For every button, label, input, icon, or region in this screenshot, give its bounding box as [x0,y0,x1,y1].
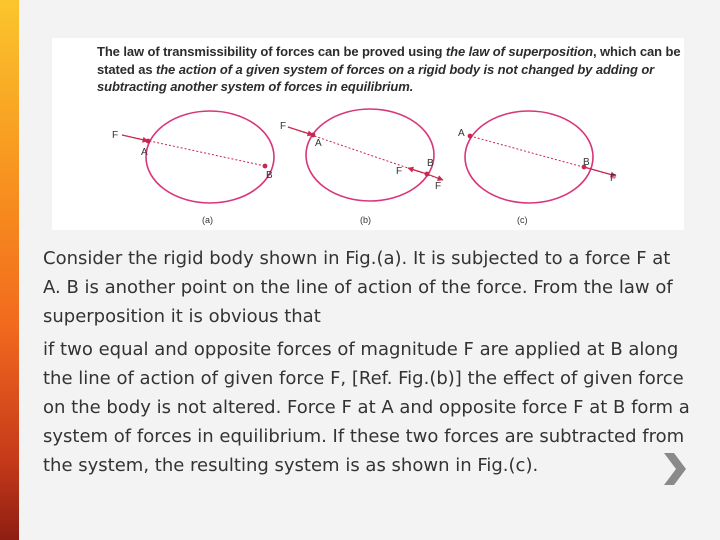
paragraph-2: if two equal and opposite forces of magnitude F are applied at B along the line of action of given force F, [Ref. Fig.(b)] the effect of given force on the body is not altered. Force F at A and opposite force F at B form a system of forces in equilibrium. If these two forces are subtracted from the system, the resulting system is as shown in Fig.(c). [43,339,690,476]
label-a: A [315,138,322,149]
point-b [263,164,268,169]
force-arrow-b3 [427,174,443,180]
point-b [425,172,430,177]
caption-a: (a) [202,215,213,225]
label-f-opposite: F [396,166,403,177]
rigid-body-b [306,109,434,201]
label-b: B [583,157,590,168]
intro-part: The law of transmissibility of forces can be proved using [97,44,446,59]
force-arrow-b2 [408,168,427,174]
paragraph-1: Consider the rigid body shown in Fig.(a). It is subjected to a force F at A. B is another point on the line of action of the force. From the law of superposition it is obvious that [43,248,673,327]
chevron-right-icon[interactable] [662,451,688,487]
label-b: B [427,158,434,169]
label-f: F [280,121,287,132]
label-a: A [141,147,148,158]
figure-a [112,111,274,225]
figure-panel [52,38,684,230]
point-a [146,139,151,144]
caption-b: (b) [360,215,371,225]
label-f: F [112,130,119,141]
intro-part: , which can be stated as [97,44,681,77]
intro-italic: the law of superposition [445,44,593,59]
body-text [43,244,693,480]
figure-c [458,111,616,225]
intro-italic: the action of a given system of forces on a rigid body is not changed by adding or subtracting another system of forces in equilibrium. [97,61,655,94]
caption-c: (c) [517,215,528,225]
label-f-applied: F [435,181,442,192]
force-arrow-b1 [288,127,313,135]
point-a [468,134,473,139]
rigid-body-c [465,111,593,203]
point-a [311,133,316,138]
label-b: B [266,170,273,181]
label-a: A [458,128,465,139]
transmissibility-diagram [52,38,684,230]
rigid-body-a [146,111,274,203]
force-arrow-a [122,135,148,141]
accent-bar [0,0,19,540]
label-f: F [610,173,617,184]
figure-b [280,109,443,225]
